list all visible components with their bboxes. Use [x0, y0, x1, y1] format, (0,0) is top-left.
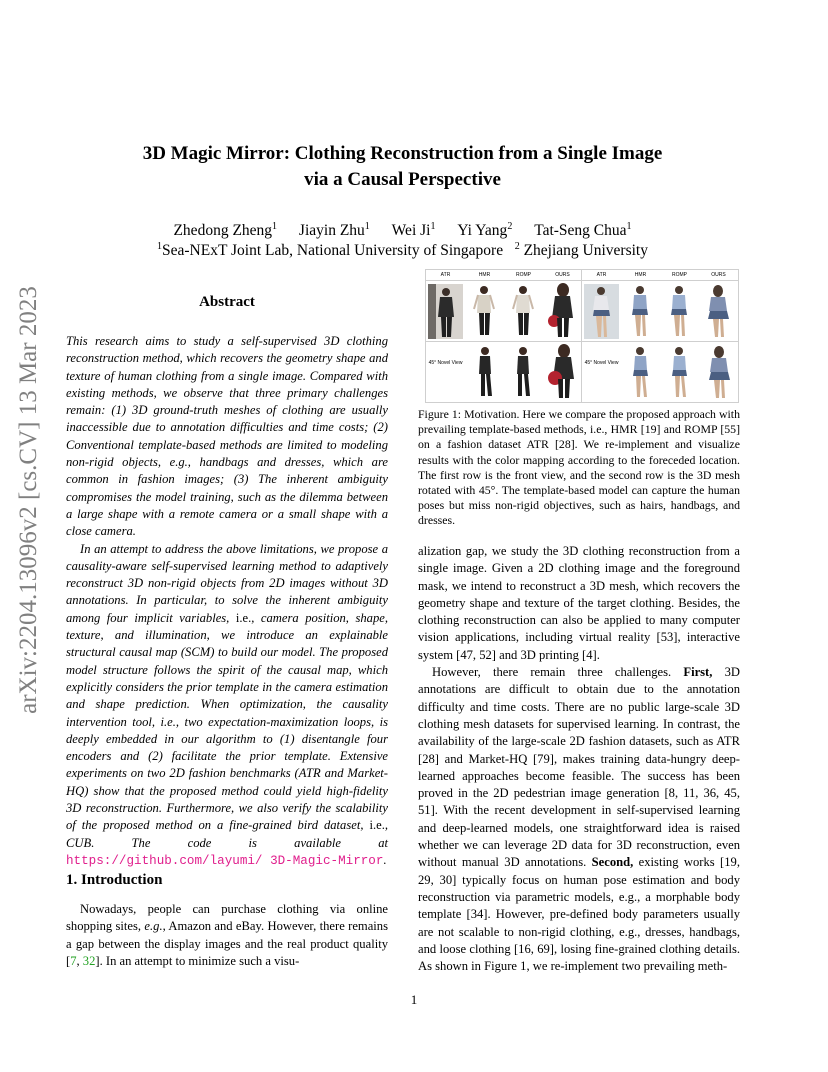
romp-front-figure: [504, 281, 543, 341]
novel-view-label-2: 45° Novel View: [584, 360, 619, 366]
author: Yi Yang$^2$: [457, 221, 513, 240]
figure-col-header: ATR: [596, 272, 607, 278]
paper-title: [90, 141, 715, 193]
title-line-2: via a Causal Perspective: [304, 169, 501, 190]
ours-front-figure-2: [699, 281, 738, 341]
hmr-novel-figure: [465, 342, 504, 402]
figure-col-header: ROMP: [672, 272, 687, 278]
ours-front-figure: [543, 281, 582, 341]
figure-col-header: ROMP: [516, 272, 531, 278]
author: Jiayin Zhu$^1$: [298, 221, 370, 240]
intro-heading: 1. Introduction: [66, 872, 163, 888]
hmr-front-figure: [465, 281, 504, 341]
abstract-paragraph-1: This research aims to study a self-supervised 3D clothing reconstruction method, which recovers the geometry shape and texture of human clothing from a single image. Compared with existing methods, we observe that three primary challenges remain: (1) 3D ground-truth meshes of clothing are usually inaccessible due to annotation difficulties and time costs; (2) Conventional template-based methods are limited to modeling non-rigid objects, e.g., handbags and dresses, which are common in fashion images; (3) The inherent ambiguity compromises the model training, such as the dilemma between a large shape with a remote camera or a small shape with a close camera.: [66, 334, 388, 539]
citation[interactable]: 32: [82, 953, 96, 968]
title-line-1: 3D Magic Mirror: Clothing Reconstruction from a Single Image: [142, 143, 663, 164]
abstract-heading: Abstract: [199, 294, 255, 310]
intro-paragraph-1: Nowadays, people can purchase clothing via online shopping sites, e.g., Amazon and eBay. However, there remains a gap between the display images and the real product quality [7, 32]. In an attempt to minimize such a visu-: [66, 902, 388, 968]
figure-divider: [581, 270, 582, 402]
code-link[interactable]: https://github.com/layumi/ 3D-Magic-Mirror: [66, 853, 384, 868]
body-paragraph-2: However, there remain three challenges. First, 3D annotations are difficult to obtain due to the annotation difficulty and time costs. There are no public large-scale 3D clothing mesh datasets for supervised learning. In contrast, the availability of the large-scale 2D fashion datasets, such as ATR [28] and Market-HQ [79], makes training data-hungry deep-learned approaches become feasible. The success has been proved in the 2D pedestrian image generation [8, 11, 36, 45, 51]. With the recent development in self-supervised learning and deep-learned models, one straightforward idea is raised whether we can leverage 2D data for 3D reconstruction, even without manual 3D annotations. Second, existing works [19, 29, 30] typically focus on human pose estimation and body reconstruction via parametric models, e.g., a morphable body template [34]. However, pre-defined body parameters usually are not scalable to non-rigid clothing, e.g., dresses, handbags, and loose clothing [16, 69], losing fine-grained clothing details. As shown in Figure 1, we re-implement two prevailing meth-: [418, 665, 740, 974]
abstract-body: [66, 333, 388, 870]
figure-col-header: HMR: [634, 272, 647, 278]
input-photo-2: [582, 281, 621, 341]
page-number: 1: [410, 992, 418, 1007]
right-column-body: [418, 543, 740, 975]
ours-novel-figure: [543, 342, 582, 402]
citation[interactable]: 7: [70, 953, 77, 968]
figure-col-header: ATR: [440, 272, 451, 278]
figure-col-header: HMR: [478, 272, 491, 278]
figure-header-row: [426, 270, 738, 281]
arxiv-stamp: arXiv:2204.13096v2 [cs.CV] 13 Mar 2023: [15, 286, 42, 714]
body-paragraph-1: alization gap, we study the 3D clothing reconstruction from a single image. Given a 2D clothing image and the foreground mask, we intend to reconstruct a 3D mesh, which recovers the geometry shape and texture of the target clothing. Besides, the clothing reconstruction can also be applied to many computer vision applications, including virtual reality [53], interactive system [47, 52] and 3D printing [4].: [418, 544, 740, 662]
author: Zhedong Zheng$^1$: [173, 221, 278, 240]
caption-text: Motivation. Here we compare the proposed approach with prevailing template-based methods, i.e., HMR [19] and ROMP [55] on a fashion dataset ATR [28]. We re-implement and visualize results with the color mapping according to the foreceded location. The first row is the front view, and the second row is the 3D mesh rotated with 45°. The template-based model can capture the human poses but miss non-rigid objectives, such as hairs, handbags, and dresses.: [418, 407, 740, 528]
figure-novel-view-row: [426, 341, 738, 402]
hmr-front-figure-2: [621, 281, 660, 341]
figure-front-view-row: [426, 281, 738, 341]
abstract-paragraph-2: In an attempt to address the above limitations, we propose a causality-aware self-supervised learning method to adaptively reconstruct 3D non-rigid objects from 2D images without 3D annotations. In particular, to solve the inherent ambiguity among four implicit variables, i.e., camera position, shape, texture, and illumination, we introduce an explainable structural causal map (SCM) to build our model. The proposed model structure follows the spirit of the causal map, which explicitly considers the prior template in the camera estimation and shape prediction. When optimization, the causality intervention tool, i.e., two expectation-maximization loops, is deeply embedded in our algorithm to (1) disentangle four encoders and (2) facilitate the prior template. Extensive experiments on two 2D fashion benchmarks (ATR and Market-HQ) show that the proposed method could yield high-fidelity 3D reconstruction. Furthermore, we also verify the scalability of the proposed method on a fine-grained bird dataset, i.e., CUB. The code is available at https://github.com/layumi/ 3D-Magic-Mirror.: [66, 541, 388, 868]
figure-col-header: OURS: [555, 272, 570, 278]
hmr-novel-figure-2: [621, 342, 660, 402]
author: Wei Ji$^1$: [391, 221, 436, 240]
figure-1-caption: [418, 407, 740, 529]
caption-label: Figure 1:: [418, 407, 462, 421]
romp-novel-figure-2: [660, 342, 699, 402]
novel-view-label: 45° Novel View: [428, 360, 463, 366]
romp-novel-figure: [504, 342, 543, 402]
romp-front-figure-2: [660, 281, 699, 341]
figure-1: [425, 269, 739, 403]
figure-col-header: OURS: [711, 272, 726, 278]
affiliations: $^1$Sea-NExT Joint Lab, National University of Singapore $^2$ Zhejiang University: [157, 241, 648, 260]
author: Tat-Seng Chua$^1$: [534, 221, 632, 240]
input-photo-1: [426, 281, 465, 341]
ours-novel-figure-2: [699, 342, 738, 402]
intro-body: [66, 901, 388, 970]
